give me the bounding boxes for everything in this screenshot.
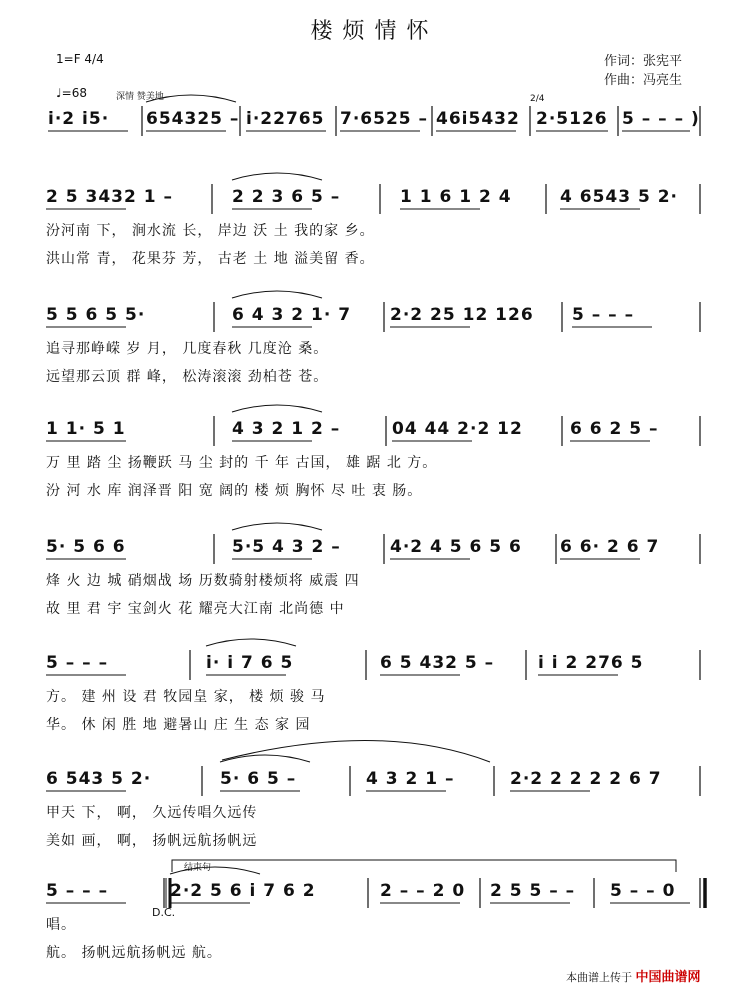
slur bbox=[232, 405, 322, 412]
measure: 6 5 432 5 – bbox=[380, 653, 495, 673]
measure: 5 – – – bbox=[46, 881, 109, 901]
measure: 6 6· 2 6 7 bbox=[560, 537, 660, 557]
lyric-line-1: 汾河南 下， 涧水流 长， 岸边 沃 土 我的家 乡。 bbox=[46, 223, 375, 239]
measure: 46i5432 bbox=[436, 109, 520, 129]
measure: 1 1 6 1 2 4 bbox=[400, 187, 512, 207]
lyric-line-1: 烽 火 边 城 硝烟战 场 历数骑射楼烦将 威震 四 bbox=[46, 573, 360, 589]
measure: 2 5 3432 1 – bbox=[46, 187, 173, 207]
measure: 5· 5 6 6 bbox=[46, 537, 126, 557]
lyric-line-2: 汾 河 水 库 润泽晋 阳 宽 阔的 楼 烦 胸怀 尽 吐 衷 肠。 bbox=[46, 483, 423, 499]
slur bbox=[232, 173, 322, 180]
measure: i i 2 276 5 bbox=[538, 653, 644, 673]
lyric-line-2: 故 里 君 宇 宝剑火 花 耀亮大江南 北尚德 中 bbox=[46, 601, 345, 617]
measure: 5 5 6 5 5· bbox=[46, 305, 146, 325]
slur bbox=[220, 755, 310, 762]
measure: 5· 6 5 – bbox=[220, 769, 297, 789]
measure: i·2 i5· bbox=[48, 109, 110, 129]
measure: 7·6525 – bbox=[340, 109, 429, 129]
lyric-line-1: 唱。 bbox=[46, 917, 76, 933]
measure: 2 5 5 – – bbox=[490, 881, 576, 901]
measure: 6 4 3 2 1· 7 bbox=[232, 305, 352, 325]
site-logo: 中国曲谱网 bbox=[635, 970, 701, 985]
lyric-line-2: 华。 休 闲 胜 地 避暑山 庄 生 态 家 园 bbox=[46, 717, 311, 733]
key-signature: 1=F 4/4 bbox=[56, 52, 104, 66]
lyric-line-2: 美如 画， 啊， 扬帆远航扬帆远 bbox=[46, 833, 258, 849]
slur bbox=[232, 523, 322, 530]
lyric-line-1: 追寻那峥嵘 岁 月， 几度春秋 几度沧 桑。 bbox=[46, 341, 329, 357]
notes-row bbox=[0, 182, 749, 212]
measure: 4 3 2 1 – bbox=[366, 769, 455, 789]
notes-row bbox=[0, 764, 749, 794]
tempo-marking: ♩=68 bbox=[56, 86, 87, 100]
notes-row bbox=[0, 532, 749, 562]
measure: 2·2 25 12 126 bbox=[390, 305, 534, 325]
measure: 4·2 4 5 6 5 6 bbox=[390, 537, 522, 557]
notes-row bbox=[0, 300, 749, 330]
measure: 5 – – – bbox=[572, 305, 635, 325]
footer bbox=[566, 966, 701, 985]
measure: i· i 7 6 5 bbox=[206, 653, 294, 673]
measure: 04 44 2·2 12 bbox=[392, 419, 523, 439]
measure: 4 6543 5 2· bbox=[560, 187, 679, 207]
composer: 作曲：冯亮生 bbox=[604, 73, 683, 88]
coda-label: 结束句 bbox=[184, 863, 212, 873]
measure: 5 – – – bbox=[46, 653, 109, 673]
measure: 2 2 3 6 5 – bbox=[232, 187, 341, 207]
measure: 5 – – – ) bbox=[622, 109, 700, 129]
notes-row bbox=[0, 414, 749, 444]
time-signature-change: 2/4 bbox=[530, 94, 545, 104]
measure: i·22765 bbox=[246, 109, 325, 129]
measure: 2·5126 bbox=[536, 109, 608, 129]
measure: 5 – – 0 bbox=[610, 881, 676, 901]
slur bbox=[232, 291, 322, 298]
long-slur bbox=[222, 740, 490, 762]
lyric-line-1: 万 里 踏 尘 扬鞭跃 马 尘 封的 千 年 古国， 雄 踞 北 方。 bbox=[46, 455, 438, 471]
footer-prefix: 本曲谱上传于 bbox=[566, 971, 632, 984]
expression-marking: 深情 赞美地 bbox=[116, 92, 164, 102]
notes-row bbox=[0, 876, 749, 906]
measure: 654325 – bbox=[146, 109, 240, 129]
measure: 2·2 5 6 i 7 6 2 bbox=[170, 881, 316, 901]
measure: 4 3 2 1 2 – bbox=[232, 419, 341, 439]
measure: 2 – – 2 0 bbox=[380, 881, 466, 901]
lyric-line-2: 洪山常 青， 花果芬 芳， 古老 土 地 溢美留 香。 bbox=[46, 251, 375, 267]
measure: 5·5 4 3 2 – bbox=[232, 537, 341, 557]
da-capo-marking: D.C. bbox=[152, 906, 176, 919]
measure: 2·2 2 2 2 2 6 7 bbox=[510, 769, 662, 789]
lyric-line-1: 甲天 下， 啊， 久远传唱久远传 bbox=[46, 805, 258, 821]
slur bbox=[206, 639, 296, 646]
notes-row bbox=[0, 648, 749, 678]
song-title: 楼烦情怀 bbox=[310, 19, 439, 44]
lyric-line-1: 方。 建 州 设 君 牧园皇 家， 楼 烦 骏 马 bbox=[46, 689, 326, 705]
measure: 1 1· 5 1 bbox=[46, 419, 126, 439]
lyric-line-2: 航。 扬帆远航扬帆远 航。 bbox=[46, 945, 222, 961]
lyric-line-2: 远望那云顶 群 峰， 松涛滚滚 劲柏苍 苍。 bbox=[46, 369, 329, 385]
lyricist: 作词：张宪平 bbox=[604, 54, 683, 69]
measure: 6 6 2 5 – bbox=[570, 419, 659, 439]
credits bbox=[604, 52, 682, 90]
coda-bracket bbox=[172, 860, 676, 872]
measure: 6 543 5 2· bbox=[46, 769, 152, 789]
notes-row bbox=[0, 104, 749, 134]
